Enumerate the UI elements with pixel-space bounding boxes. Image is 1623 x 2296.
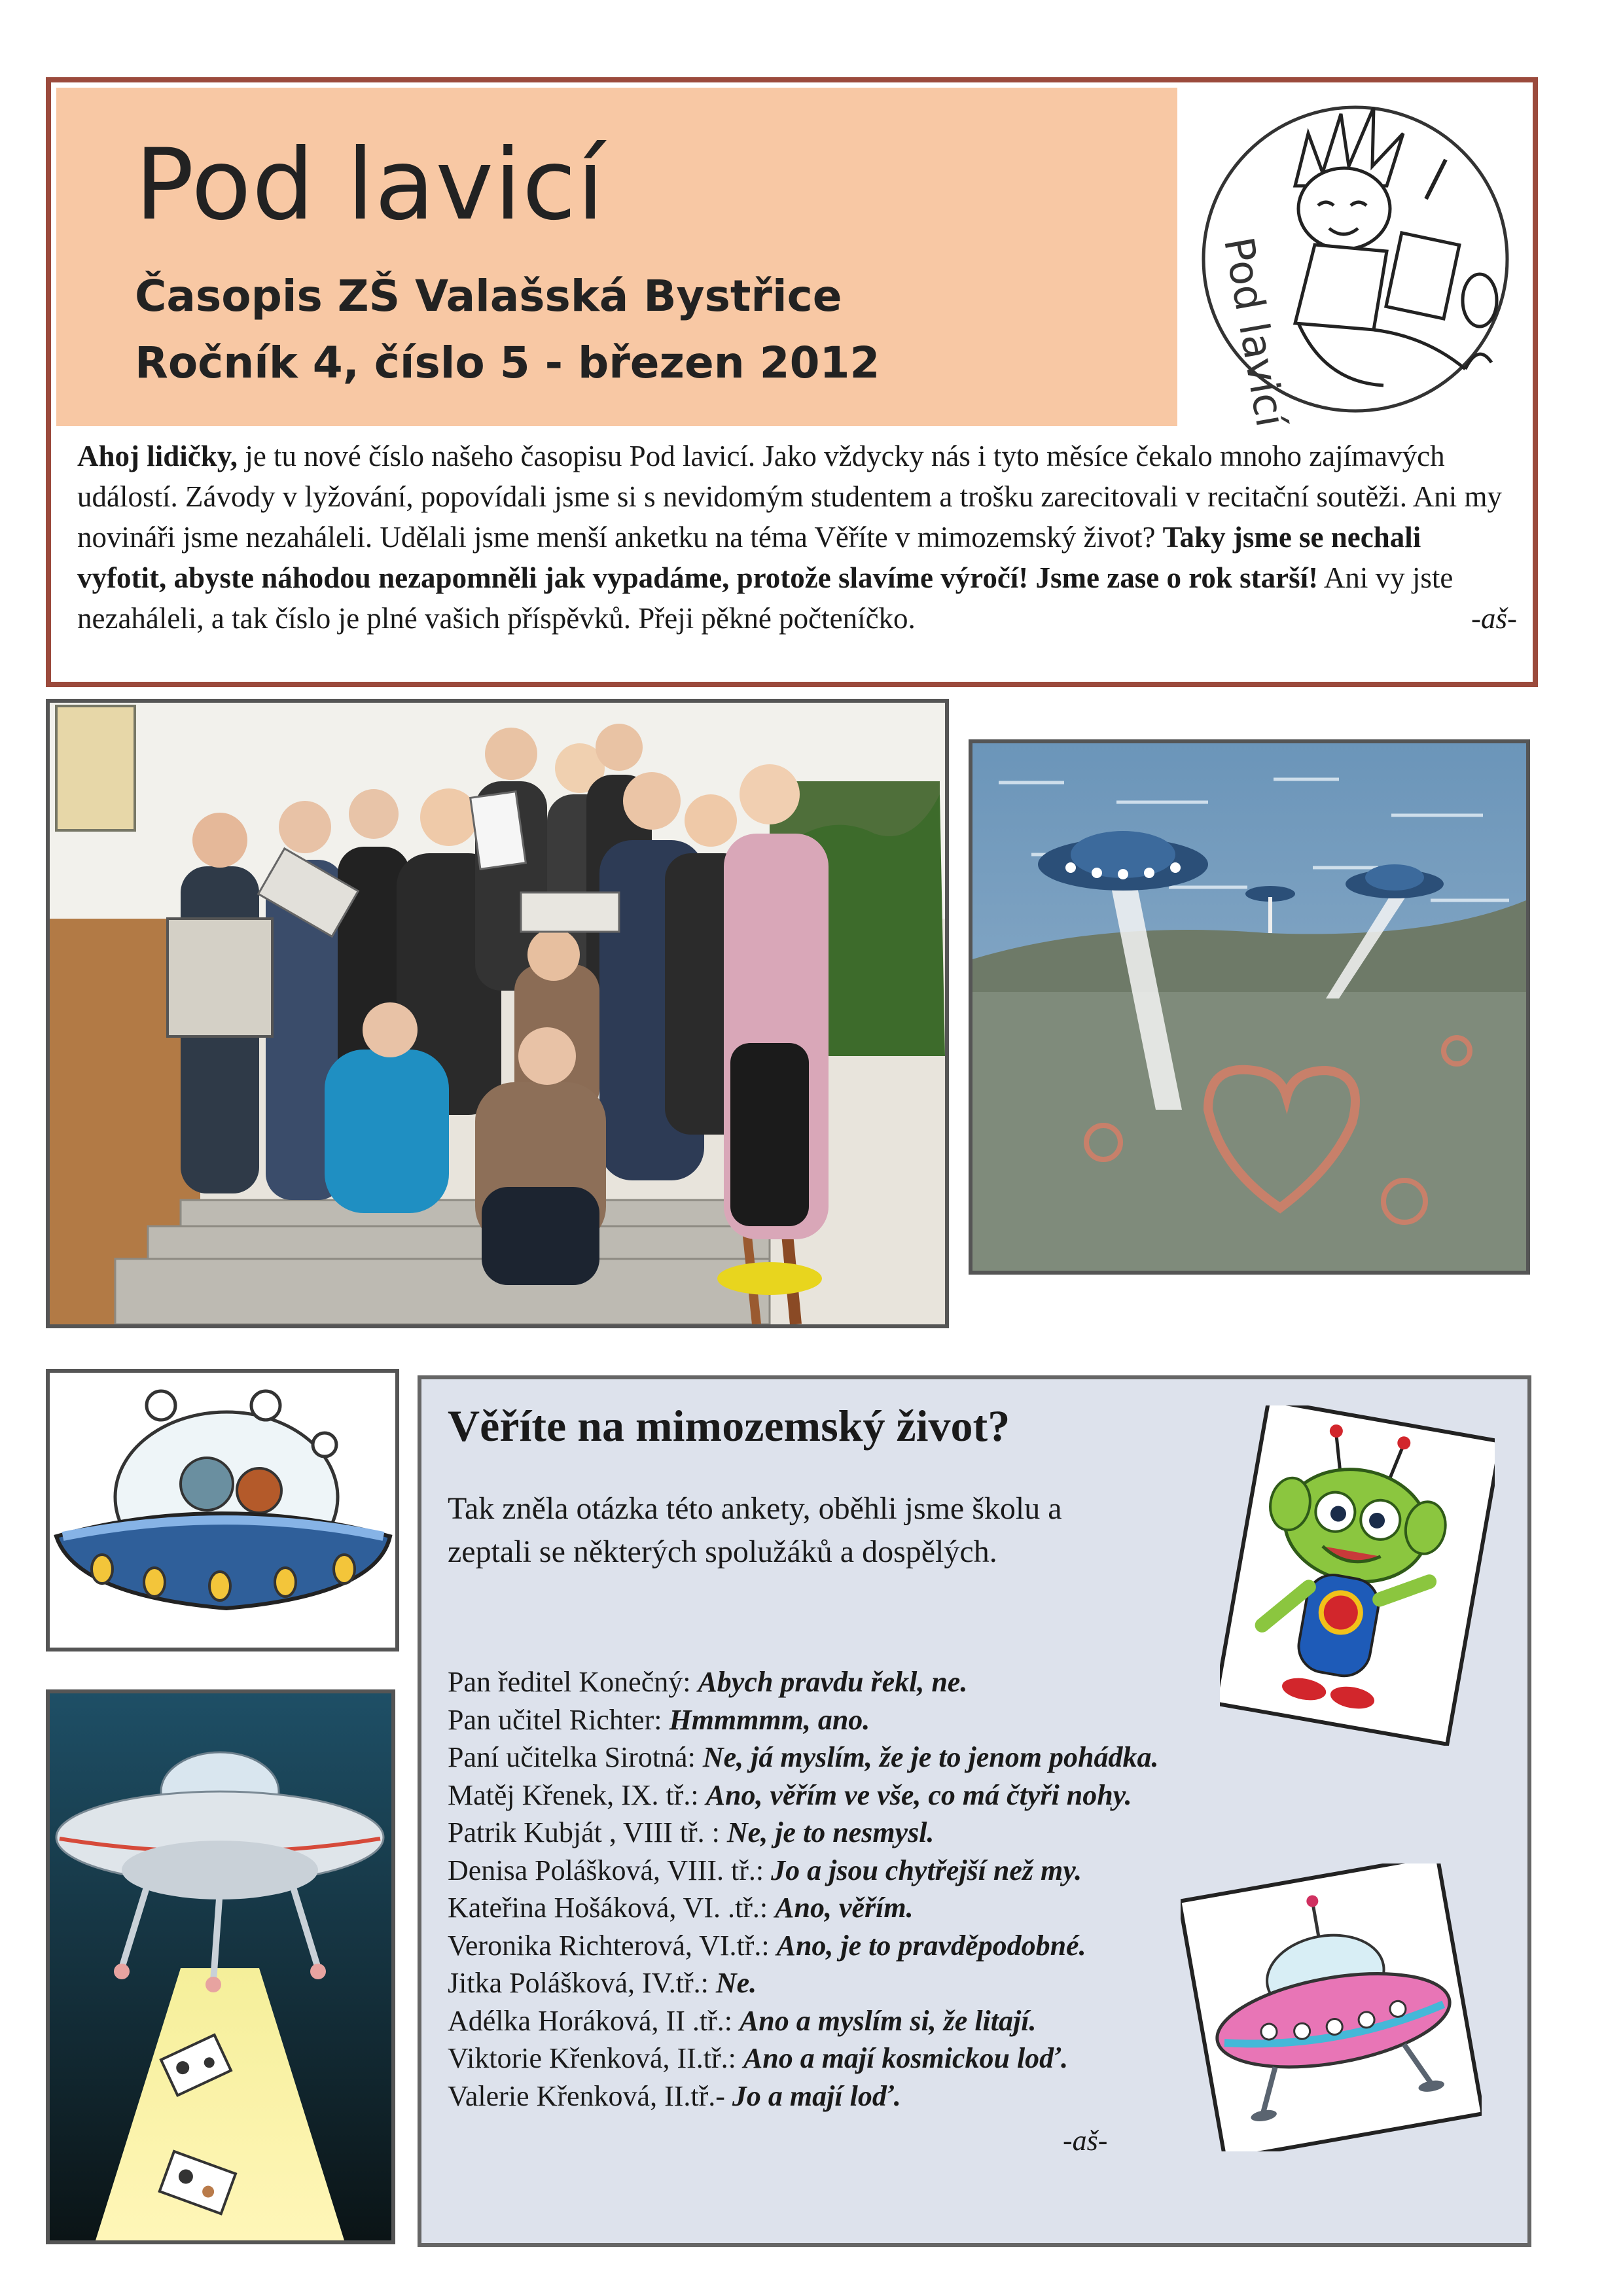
- intro-signature: -aš-: [1471, 602, 1517, 635]
- intro-greeting: Ahoj lidičky,: [77, 440, 238, 472]
- intro-paragraph: [77, 436, 1517, 639]
- pink-ufo-illustration: [1181, 1863, 1482, 2151]
- list-item: Patrik Kubját , VIII tř. : Ne, je to nesmysl.: [448, 1816, 935, 1848]
- alien-illustration: [1220, 1405, 1495, 1746]
- list-item: Paní učitelka Sirotná: Ne, já myslím, že je to jenom pohádka.: [448, 1741, 1159, 1773]
- intro-bold-text: Taky jsme se nechali vyfotit, abyste náhodou nezapomněli jak vypadáme, protože slavíme výročí! Jsme zase o rok starší!: [77, 521, 1421, 594]
- ufo-field-picture: [969, 739, 1530, 1275]
- list-item: Pan učitel Richter: Hmmmmm, ano.: [448, 1703, 870, 1736]
- masthead-issue: Ročník 4, číslo 5 - březen 2012: [135, 338, 880, 388]
- list-item: Valerie Křenková, II.tř.- Jo a mají loď.: [448, 2079, 901, 2112]
- survey-answers: [448, 1663, 1158, 2115]
- intro-text-end: Ani vy jste nezaháleli, a tak číslo je plné vašich příspěvků. Přeji pěkné počteníčko.: [77, 561, 1454, 635]
- list-item: Kateřina Hošáková, VI. .tř.: Ano, věřím.: [448, 1892, 914, 1924]
- class-photo: [46, 699, 949, 1328]
- list-item: Viktorie Křenková, II.tř.: Ano a mají kosmickou loď.: [448, 2042, 1069, 2074]
- survey-article: [418, 1375, 1531, 2247]
- logo-illustration: [1177, 88, 1533, 426]
- masthead-title: Pod lavicí: [135, 128, 605, 242]
- list-item: Matěj Křenek, IX. tř.: Ano, věřím ve vše, co má čtyři nohy.: [448, 1778, 1132, 1811]
- masthead-subtitle: Časopis ZŠ Valašská Bystřice: [135, 271, 842, 321]
- alien-saucer-picture: [46, 1369, 399, 1651]
- svg-text:Pod lavicí: Pod lavicí: [1214, 233, 1295, 426]
- survey-lead: Tak zněla otázka této ankety, oběhli jsme školu a zeptali se některých spolužáků a dospělých.: [448, 1491, 1062, 1569]
- ufo-abduction-picture: [46, 1689, 395, 2244]
- header-box: [46, 77, 1538, 687]
- survey-signature: -aš-: [1063, 2125, 1108, 2157]
- list-item: Pan ředitel Konečný: Abych pravdu řekl, ne.: [448, 1666, 968, 1698]
- list-item: Jitka Polášková, IV.tř.: Ne.: [448, 1967, 757, 1999]
- list-item: Denisa Polášková, VIII. tř.: Jo a jsou chytřejší než my.: [448, 1854, 1082, 1886]
- survey-title: Věříte na mimozemský život?: [448, 1401, 1010, 1451]
- logo-text: [1215, 234, 1295, 426]
- intro-text: je tu nové číslo našeho časopisu Pod lavicí. Jako vždycky nás i tyto měsíce čekalo mnoho zajímavých událostí. Závody v lyžování, popovídali jsme si s nevidomým studentem a trošku zarecitovali v recitační soutěži. Ani my novináři jsme nezaháleli. Udělali jsme menší anketku na téma Věříte v mimozemský život?: [77, 440, 1503, 554]
- list-item: Adélka Horáková, II .tř.: Ano a myslím si, že litají.: [448, 2004, 1037, 2037]
- list-item: Veronika Richterová, VI.tř.: Ano, je to pravděpodobné.: [448, 1929, 1086, 1962]
